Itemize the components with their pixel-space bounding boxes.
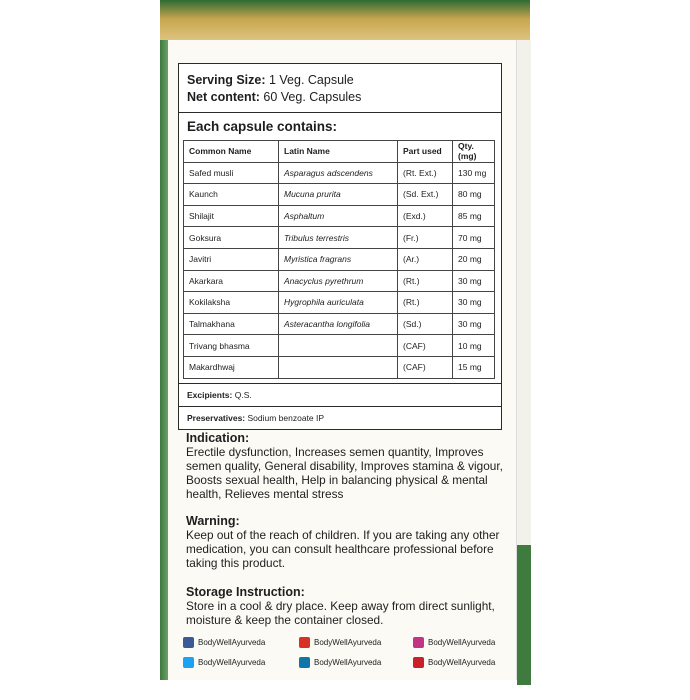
table-cell: (Ar.) — [398, 248, 453, 270]
table-row — [184, 335, 495, 357]
storage-text: Store in a cool & dry place. Keep away from direct sunlight, moisture & keep the container closed. — [186, 599, 495, 627]
table-cell: (Exd.) — [398, 205, 453, 227]
table-cell: Myristica fragrans — [279, 248, 398, 270]
table-cell: (Rt.) — [398, 270, 453, 292]
table-cell: (Fr.) — [398, 227, 453, 249]
table-cell: Javitri — [184, 248, 279, 270]
table-row — [184, 292, 495, 314]
table-cell: Mucuna prurita — [279, 184, 398, 206]
warning-text: Keep out of the reach of children. If you are taking any other medication, you can consult healthcare professional before taking this product. — [186, 528, 500, 570]
social-item: BodyWellAyurveda — [413, 637, 495, 648]
box-right-edge — [516, 40, 531, 680]
pinterest-icon — [413, 657, 424, 668]
indication-section — [186, 431, 511, 501]
table-cell: (Rt. Ext.) — [398, 162, 453, 184]
excipients: Excipients: Q.S. — [179, 383, 501, 406]
instagram-icon — [413, 637, 424, 648]
ingredient-table — [183, 140, 495, 379]
table-cell: 30 mg — [453, 292, 495, 314]
table-row — [184, 356, 495, 378]
column-header: Common Name — [184, 141, 279, 163]
serving-info — [179, 64, 501, 113]
storage-title: Storage Instruction: — [186, 585, 305, 599]
table-row — [184, 248, 495, 270]
table-cell: (Sd.) — [398, 313, 453, 335]
table-row — [184, 270, 495, 292]
table-cell: Akarkara — [184, 270, 279, 292]
contains-title: Each capsule contains: — [187, 119, 338, 134]
table-cell: (Rt.) — [398, 292, 453, 314]
table-cell: 130 mg — [453, 162, 495, 184]
table-cell: Makardhwaj — [184, 356, 279, 378]
table-cell: 10 mg — [453, 335, 495, 357]
table-cell: Hygrophila auriculata — [279, 292, 398, 314]
table-cell: 30 mg — [453, 270, 495, 292]
ingredient-label — [178, 63, 502, 430]
social-item: BodyWellAyurveda — [183, 637, 265, 648]
table-cell: Kaunch — [184, 184, 279, 206]
indication-text: Erectile dysfunction, Increases semen quantity, Improves semen quality, General disability, Improves stamina & vigour, Boosts sexual health, Help in balancing physical & mental health, Relieves mental stress — [186, 445, 503, 501]
column-header: Qty.(mg) — [453, 141, 495, 163]
warning-section — [186, 514, 511, 570]
box-left-edge — [160, 40, 168, 680]
table-cell: Trivang bhasma — [184, 335, 279, 357]
net-content: Net content: 60 Veg. Capsules — [187, 90, 362, 104]
table-row — [184, 162, 495, 184]
social-item: BodyWellAyurveda — [299, 657, 381, 668]
table-row — [184, 205, 495, 227]
table-cell: (CAF) — [398, 356, 453, 378]
table-cell: Anacyclus pyrethrum — [279, 270, 398, 292]
table-cell: Safed musli — [184, 162, 279, 184]
storage-section — [186, 585, 511, 627]
table-cell: 15 mg — [453, 356, 495, 378]
social-item: BodyWellAyurveda — [183, 657, 265, 668]
table-cell — [279, 356, 398, 378]
table-row — [184, 227, 495, 249]
table-cell: Asteracantha longifolia — [279, 313, 398, 335]
table-header-row — [184, 141, 495, 163]
facebook-icon — [183, 637, 194, 648]
table-cell: Kokilaksha — [184, 292, 279, 314]
serving-size: Serving Size: 1 Veg. Capsule — [187, 73, 354, 87]
table-cell: Talmakhana — [184, 313, 279, 335]
warning-title: Warning: — [186, 514, 240, 528]
social-item: BodyWellAyurveda — [413, 657, 495, 668]
indication-title: Indication: — [186, 431, 250, 445]
table-cell: Asparagus adscendens — [279, 162, 398, 184]
table-row — [184, 313, 495, 335]
table-cell: Tribulus terrestris — [279, 227, 398, 249]
table-cell: Shilajit — [184, 205, 279, 227]
table-cell: Goksura — [184, 227, 279, 249]
table-cell: 20 mg — [453, 248, 495, 270]
linkedin-icon — [299, 657, 310, 668]
table-cell: 85 mg — [453, 205, 495, 227]
twitter-icon — [183, 657, 194, 668]
preservatives: Preservatives: Sodium benzoate IP — [179, 406, 501, 429]
box-green-stripe — [517, 545, 531, 685]
social-item: BodyWellAyurveda — [299, 637, 381, 648]
column-header: Latin Name — [279, 141, 398, 163]
table-row — [184, 184, 495, 206]
table-cell: 70 mg — [453, 227, 495, 249]
table-cell: (Sd. Ext.) — [398, 184, 453, 206]
youtube-icon — [299, 637, 310, 648]
table-cell: 80 mg — [453, 184, 495, 206]
column-header: Part used — [398, 141, 453, 163]
table-cell — [279, 335, 398, 357]
table-cell: Asphaltum — [279, 205, 398, 227]
table-cell: (CAF) — [398, 335, 453, 357]
table-cell: 30 mg — [453, 313, 495, 335]
